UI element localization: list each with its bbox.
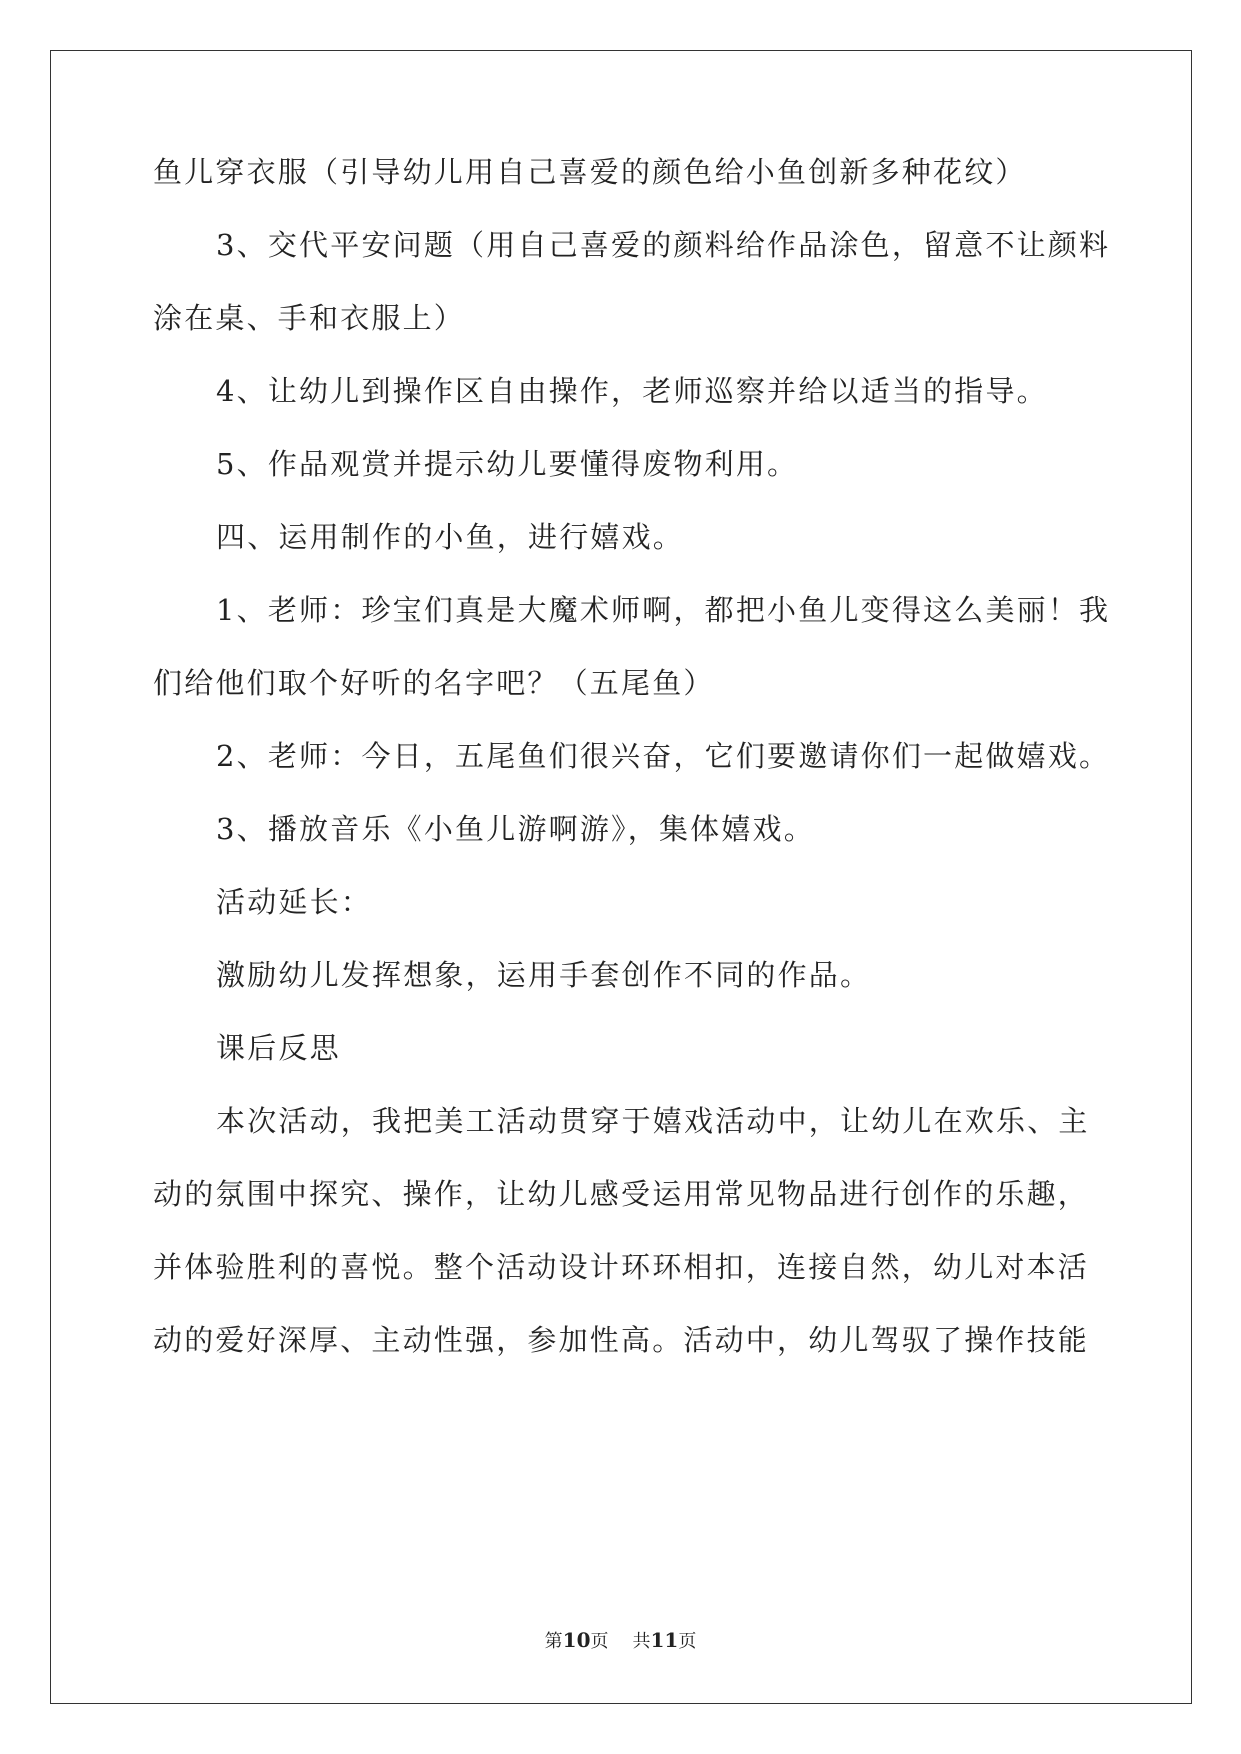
- total-pages: 11: [650, 1628, 679, 1652]
- text-line-15: 动的氛围中探究、操作，让幼儿感受运用常见物品进行创作的乐趣，: [153, 1177, 1090, 1211]
- page-footer: [0, 1628, 1241, 1654]
- text-line-14: 本次活动，我把美工活动贯穿于嬉戏活动中，让幼儿在欢乐、主: [216, 1104, 1090, 1138]
- text-line-16: 并体验胜利的喜悦。整个活动设计环环相扣，连接自然，幼儿对本活: [153, 1250, 1090, 1284]
- text-line-10: 3、播放音乐《小鱼儿游啊游》，集体嬉戏。: [216, 812, 815, 846]
- text-line-17: 动的爱好深厚、主动性强，参加性高。活动中，幼儿驾驭了操作技能: [153, 1323, 1090, 1357]
- text-line-9: 2、老师：今日，五尾鱼们很兴奋，它们要邀请你们一起做嬉戏。: [216, 739, 1111, 773]
- text-line-7: 1、老师：珍宝们真是大魔术师啊，都把小鱼儿变得这么美丽！我: [216, 593, 1111, 627]
- text-line-12: 激励幼儿发挥想象，运用手套创作不同的作品。: [216, 958, 872, 992]
- text-line-4: 4、让幼儿到操作区自由操作，老师巡察并给以适当的指导。: [216, 374, 1048, 408]
- text-line-3: 涂在桌、手和衣服上）: [153, 301, 466, 335]
- page-unit: 页: [590, 1631, 609, 1652]
- text-line-11: 活动延长：: [216, 885, 373, 919]
- text-line-5: 5、作品观赏并提示幼儿要懂得废物利用。: [216, 447, 799, 481]
- text-line-6: 四、运用制作的小鱼，进行嬉戏。: [216, 520, 685, 554]
- text-line-1: 鱼儿穿衣服（引导幼儿用自己喜爱的颜色给小鱼创新多种花纹）: [153, 155, 1027, 189]
- page-number: 10: [562, 1628, 591, 1652]
- text-line-8: 们给他们取个好听的名字吧？（五尾鱼）: [153, 666, 715, 700]
- total-prefix: 共: [632, 1631, 651, 1652]
- text-line-13: 课后反思: [216, 1031, 341, 1065]
- total-unit: 页: [678, 1631, 697, 1652]
- page-prefix: 第: [544, 1631, 563, 1652]
- text-line-2: 3、交代平安问题（用自己喜爱的颜料给作品涂色，留意不让颜料: [216, 228, 1111, 262]
